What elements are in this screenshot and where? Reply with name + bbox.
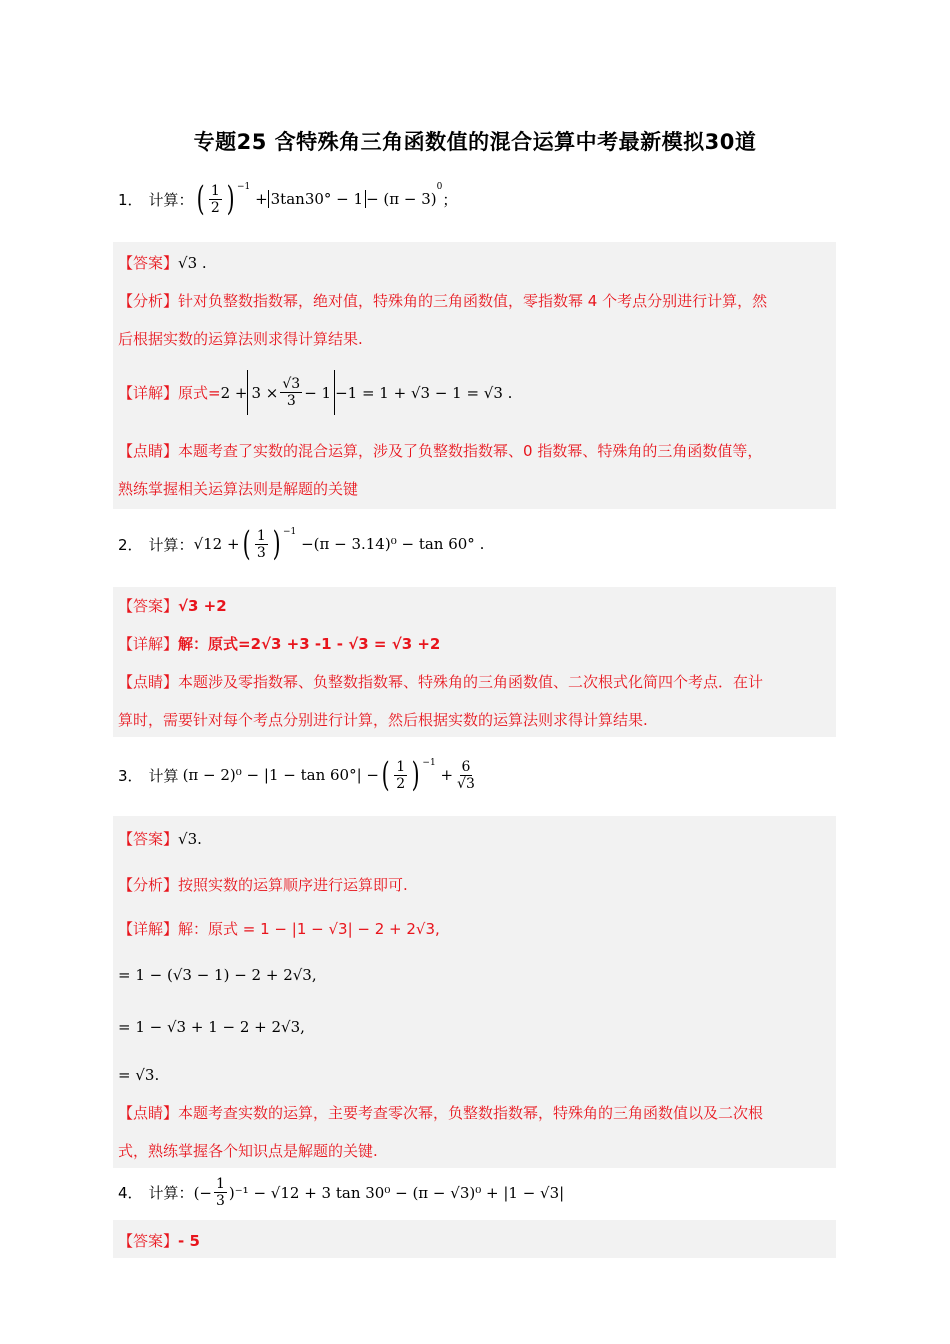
analysis-text: 针对负整数指数幂，绝对值，特殊角的三角函数值，零指数幂 4 个考点分别进行计算，然 (178, 292, 768, 310)
question-3 (118, 755, 479, 795)
answer-value: √3 . (178, 253, 207, 272)
question-number: 4． (118, 1184, 143, 1202)
question-prompt: 计算 (148, 766, 179, 785)
comment-tag: 【点睛】 (118, 673, 179, 691)
step-line-2 (118, 1018, 830, 1036)
answer-line (118, 595, 830, 616)
question-number: 1． (118, 190, 143, 209)
analysis-line-2 (118, 328, 830, 349)
question-prompt: 计算： (148, 1184, 194, 1202)
step-line-3 (118, 1066, 830, 1084)
question-prompt: 计算： (148, 535, 194, 554)
answer-tag: 【答案】 (118, 254, 179, 272)
comment-line (118, 440, 830, 461)
question-4-tail: )⁻¹ − √12 + 3 tan 30⁰ − (π − √3)⁰ + |1 − √3| (228, 1183, 565, 1202)
detail-line (118, 918, 830, 939)
comment-tag: 【点睛】 (118, 442, 179, 460)
comment-line-2 (118, 709, 830, 730)
solution-box-3 (113, 816, 836, 1168)
question-1 (118, 179, 458, 219)
detail-tag: 【详解】 (118, 384, 179, 402)
comment-line-2 (118, 478, 830, 499)
analysis-line (118, 290, 830, 311)
answer-value: - 5 (178, 1231, 200, 1250)
detail-text: 解：原式 = 1 − |1 − √3| − 2 + 2√3, (178, 920, 440, 938)
analysis-text-2: 后根据实数的运算法则求得计算结果. (118, 330, 363, 348)
solution-box-1 (113, 242, 836, 509)
step-2: = 1 − √3 + 1 − 2 + 2√3, (118, 1018, 305, 1036)
question-3-expression: ( $\frac{1}{2}$ ) $^{-1}$ + $\frac{6}{√3}$ (381, 755, 475, 795)
question-number: 2． (118, 535, 143, 554)
detail-line (118, 370, 830, 415)
step-1: = 1 − (√3 − 1) − 2 + 2√3, (118, 966, 317, 984)
comment-text-2: 熟练掌握相关运算法则是解题的关键 (118, 480, 359, 498)
comment-text: 本题考查了实数的混合运算，涉及了负整数指数幂、0 指数幂、特殊角的三角函数值等， (178, 442, 763, 460)
detail-prefix: 原式= (178, 384, 221, 402)
step-line-1 (118, 966, 830, 984)
analysis-text: 按照实数的运算顺序进行运算即可. (178, 876, 408, 894)
question-3-head: (π − 2)⁰ − |1 − tan 60°| − (182, 766, 379, 784)
analysis-tag: 【分析】 (118, 876, 179, 894)
comment-text-2: 算时，需要针对每个考点分别进行计算，然后根据实数的运算法则求得计算结果. (118, 711, 648, 729)
solution-box-4 (113, 1220, 836, 1258)
answer-value: √3 +2 (178, 596, 227, 615)
answer-line (118, 828, 830, 849)
comment-text: 本题涉及零指数幂、负整数指数幂、特殊角的三角函数值、二次根式化简四个考点．在计 (178, 673, 764, 691)
question-2-expression: √12 + ( $\frac{1}{3}$ ) $^{-1}$ (193, 524, 297, 564)
detail-tag: 【详解】 (118, 635, 179, 653)
question-4-expression: (− $\frac{1}{3}$ (193, 1176, 225, 1209)
question-1-expression: ( $\frac{1}{2}$ ) $^{-1}$ + 3tan30° − 1 − (π − 3) $^0$ ； (196, 179, 458, 219)
answer-line (118, 252, 830, 273)
comment-text: 本题考查实数的运算，主要考查零次幂，负整数指数幂，特殊角的三角函数值以及二次根 (178, 1104, 764, 1122)
question-number: 3． (118, 766, 143, 785)
question-4 (118, 1176, 564, 1209)
answer-tag: 【答案】 (118, 830, 179, 848)
step-3: = √3. (118, 1066, 160, 1084)
question-2 (118, 524, 485, 564)
question-2-tail: −(π − 3.14)⁰ − tan 60° . (301, 535, 485, 553)
answer-tag: 【答案】 (118, 1232, 179, 1250)
comment-line-2 (118, 1140, 830, 1161)
page-title: 专题25 含特殊角三角函数值的混合运算中考最新模拟30道 (193, 130, 757, 154)
analysis-line (118, 874, 830, 895)
analysis-tag: 【分析】 (118, 292, 179, 310)
detail-text: 解：原式=2√3 +3 -1 - √3 = √3 +2 (178, 635, 441, 653)
answer-line (118, 1230, 830, 1251)
detail-line (118, 633, 830, 654)
detail-tag: 【详解】 (118, 920, 179, 938)
detail-tail: −1 = 1 + √3 − 1 = √3 . (335, 383, 513, 402)
comment-text-2: 式，熟练掌握各个知识点是解题的关键. (118, 1142, 378, 1160)
comment-line (118, 671, 830, 692)
detail-math: 2 + 3 × $\frac{√3}{3}$ − 1 (221, 370, 336, 415)
solution-box-2 (113, 587, 836, 737)
answer-value: √3. (178, 829, 202, 848)
answer-tag: 【答案】 (118, 597, 179, 615)
question-prompt: 计算： (148, 190, 194, 209)
comment-tag: 【点睛】 (118, 1104, 179, 1122)
comment-line (118, 1102, 830, 1123)
